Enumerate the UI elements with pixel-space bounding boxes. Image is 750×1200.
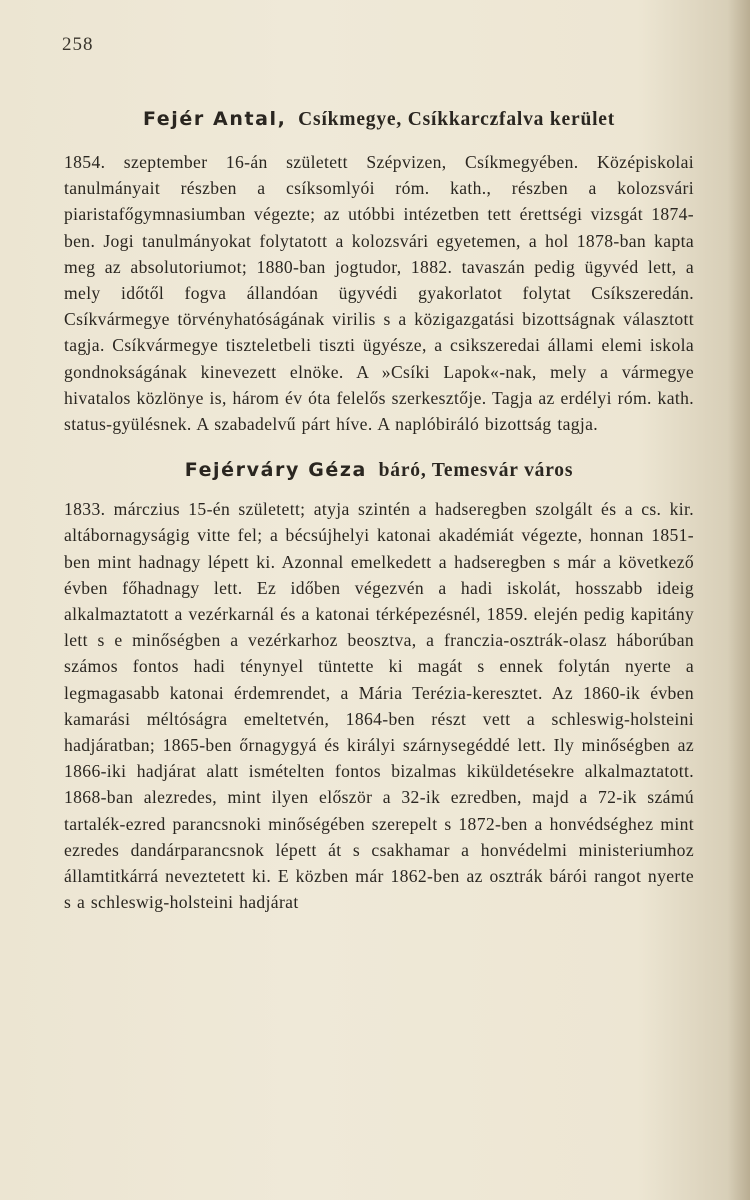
entry-name: Fejérváry Géza (184, 459, 367, 482)
page-content (64, 104, 694, 915)
page-number: 258 (62, 34, 94, 55)
entry-fejer-antal (64, 104, 694, 437)
entry-name: Fejér Antal, (142, 108, 287, 130)
entry-fejervary-geza (64, 455, 694, 915)
entry-text: 1833. márczius 15-én született; atyja szintén a hadseregben szolgált és a cs. kir. altábornagyságig vitte fel; a bécsújhelyi katonai akadémiát végezte, honnan 1851-ben mint hadnagy lépett ki. Azonnal emelkedett a hadseregben s már a következő évben főhadnagy lett. Ez időben végezvén a hadi iskolát, hosszabb ideig alkalmaztatott a vezérkarnál és a katonai térképezésnél, 1859. elején pedig kapitány lett s e minőségben a vezérkarhoz beosztva, a franczia-osztrák-olasz háborúban számos fontos hadi ténynyel tüntette ki magát s ennek folytán nyerte a legmagasabb katonai érdemrendet, a Mária Terézia-keresztet. Az 1860-ik évben kamarási méltóságra emeltetvén, 1864-ben részt vett a schleswig-holsteini hadjáratban; 1865-ben őrnagygyá és királyi szárnysegéddé lett. Ily minőségben az 1866-iki hadjárat alatt ismételten fontos bizalmas kiküldetésekre alkalmaztatott. 1868-ban alezredes, mint ilyen először a 32-ik ezredben, majd a 72-ik számú tartalék-ezred parancsnoki minőségében szerepelt s 1872-ben a honvédséghez mint ezredes dandárparancsnok lépett át s csakhamar a honvédelmi ministeriumhoz államtitkárrá neveztetett ki. E közben már 1862-ben az osztrák bárói rangot nyerte s a schleswig-holsteini hadjárat (64, 499, 694, 913)
entry-body (64, 149, 694, 437)
entry-body (64, 496, 694, 915)
entry-subtitle: Csíkmegye, Csíkkarczfalva kerület (298, 109, 616, 130)
entry-subtitle: báró, Temesvár város (378, 460, 574, 482)
entry-heading (64, 455, 694, 486)
entry-text: 1854. szeptember 16-án született Szépvizen, Csíkmegyében. Középiskolai tanulmányait részben a csíksomlyói róm. kath., részben a kolozsvári piaristafőgymnasiumban végezte; az utóbbi intézetben tett érettségi vizsgát 1874-ben. Jogi tanulmányokat folytatott a kolozsvári egyetemen, a hol 1878-ban kapta meg az absolutoriumot; 1880-ban jogtudor, 1882. tavaszán pedig ügyvéd lett, a mely időtől fogva állandóan ügyvédi gyakorlatot folytat Csíkszeredán. Csíkvármegye törvényhatóságának virilis s a közigazgatási bizottságnak választott tagja. Csíkvármegye tiszteletbeli tiszti ügyésze, a csikszeredai állami elemi iskola gondnokságának kinevezett elnöke. A »Csíki Lapok«-nak, mely a vármegye hivatalos közlönye is, három év óta felelős szerkesztője. Tagja az erdélyi róm. kath. status-gyülésnek. A szabadelvű párt híve. A naplóbiráló bizottság tagja. (64, 152, 694, 435)
entry-heading (64, 104, 694, 135)
